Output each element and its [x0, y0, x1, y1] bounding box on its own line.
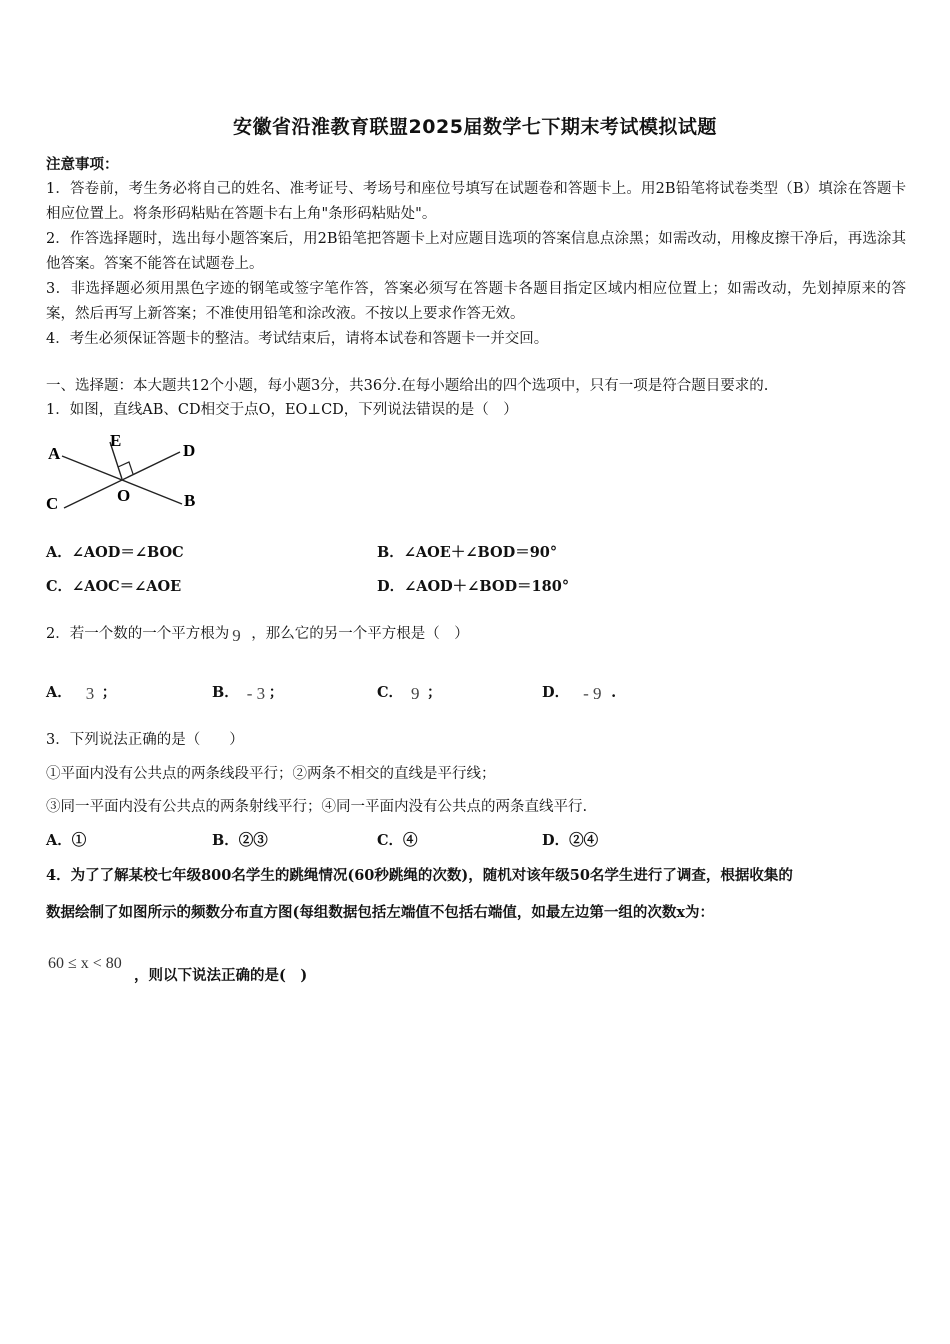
- q3-stem: 3．下列说法正确的是（ ）: [46, 732, 244, 748]
- label-c: C: [46, 494, 59, 513]
- q4-stem-2: 数据绘制了如图所示的频数分布直方图(每组数据包括左端值不包括右端值，如最左边第一组的次数x为：: [46, 904, 715, 921]
- q2-option-d-math: - 9: [583, 684, 602, 703]
- q2-option-c-math: 9: [411, 684, 420, 703]
- q2-stem-math: 9: [232, 626, 241, 645]
- q3-option-a[interactable]: A．①: [46, 832, 87, 849]
- q4-stem-3: ，则以下说法正确的是( ): [134, 967, 308, 984]
- q4-math: [48, 952, 122, 976]
- q3-option-c[interactable]: C．④: [377, 832, 418, 849]
- q2-option-b[interactable]: [212, 682, 283, 704]
- q2-option-a-label: A．: [46, 684, 72, 701]
- q2-option-a-math: 3: [85, 684, 95, 703]
- note-item-1: 1．答卷前，考生务必将自己的姓名、准考证号、考场号和座位号填写在试题卷和答题卡上。用2B铅笔将试卷类型（B）填涂在答题卡相应位置上。将条形码粘贴在答题卡右上角"条形码粘贴处"。: [46, 181, 906, 222]
- q1-stem: 1．如图，直线AB、CD相交于点O，EO⊥CD，下列说法错误的是（ ）: [46, 402, 518, 418]
- q2-option-a-tail: ；: [101, 684, 117, 701]
- q2-stem-after: ，那么它的另一个平方根是（ ）: [251, 626, 469, 642]
- q2-option-d-label: D．: [542, 684, 570, 701]
- page-title: 安徽省沿淮教育联盟2025届数学七下期末考试模拟试题: [233, 116, 717, 138]
- q2-option-b-label: B．: [212, 684, 239, 701]
- q2-stem: [46, 622, 469, 646]
- q1-figure: [42, 428, 212, 518]
- q2-option-b-tail: ；: [268, 684, 284, 701]
- note-item-2: 2．作答选择题时，选出每小题答案后，用2B铅笔把答题卡上对应题目选项的答案信息点涂黑；如需改动，用橡皮擦干净后，再选涂其他答案。答案不能答在试题卷上。: [46, 231, 906, 272]
- label-d: D: [183, 441, 196, 460]
- section-heading: 一、选择题：本大题共12个小题，每小题3分，共36分.在每小题给出的四个选项中，只有一项是符合题目要求的.: [46, 378, 769, 394]
- note-item-3: 3．非选择题必须用黑色字迹的钢笔或签字笔作答，答案必须写在答题卡各题目指定区域内相应位置上；如需改动，先划掉原来的答案，然后再写上新答案；不准使用铅笔和涂改液。不按以上要求作答无效。: [46, 281, 906, 322]
- q3-option-d[interactable]: D．②④: [542, 832, 599, 849]
- notes-heading: 注意事项：: [46, 156, 119, 173]
- label-o: O: [117, 486, 131, 505]
- q3-option-b[interactable]: B．②③: [212, 832, 268, 849]
- q1-option-b[interactable]: B．∠AOE＋∠BOD＝90°: [377, 544, 558, 561]
- q3-line-2: ③同一平面内没有公共点的两条射线平行；④同一平面内没有公共点的两条直线平行.: [46, 799, 588, 815]
- q1-option-c[interactable]: C．∠AOC＝∠AOE: [46, 578, 182, 595]
- label-b: B: [184, 491, 196, 510]
- note-item-4: 4．考生必须保证答题卡的整洁。考试结束后，请将本试卷和答题卡一并交回。: [46, 331, 549, 347]
- q2-option-c-label: C．: [377, 684, 404, 701]
- q2-option-d-tail: .: [611, 684, 617, 701]
- q4-stem-1: 4．为了了解某校七年级800名学生的跳绳情况(60秒跳绳的次数)，随机对该年级50名学生进行了调查，根据收集的: [46, 867, 793, 884]
- q1-option-d[interactable]: D．∠AOD＋∠BOD＝180°: [377, 578, 570, 595]
- q3-line-1: ①平面内没有公共点的两条线段平行；②两条不相交的直线是平行线；: [46, 766, 496, 782]
- q2-option-a[interactable]: [46, 682, 116, 704]
- q4-math-expression: 60 ≤ x < 80: [48, 955, 122, 972]
- q2-option-c-tail: ；: [427, 684, 442, 701]
- q2-stem-before: 2．若一个数的一个平方根为: [46, 626, 230, 642]
- q2-option-c[interactable]: [377, 682, 442, 704]
- notes-block: [46, 152, 906, 352]
- q1-option-a[interactable]: A．∠AOD＝∠BOC: [46, 544, 184, 561]
- label-e: E: [110, 431, 122, 450]
- q2-option-d[interactable]: [542, 682, 616, 704]
- label-a: A: [48, 444, 61, 463]
- q2-option-b-math: - 3: [246, 684, 266, 703]
